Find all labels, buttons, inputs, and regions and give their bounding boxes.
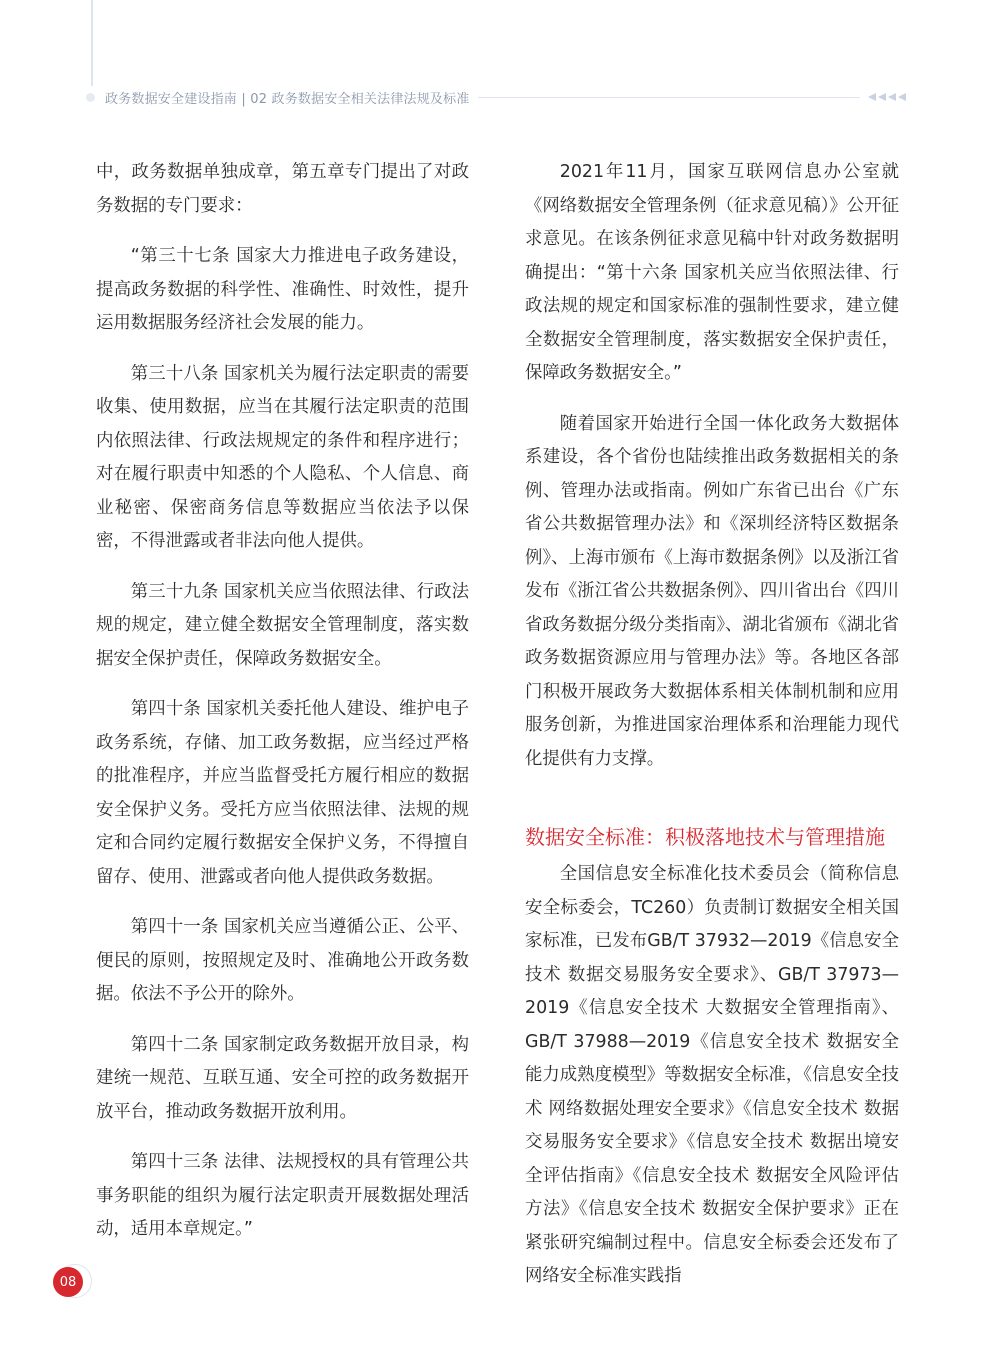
right-paragraph-1: 2021年11月，国家互联网信息办公室就《网络数据安全管理条例（征求意见稿）》公开征求意见。在该条例征求意见稿中针对政务数据明确提出：“第十六条 国家机关应当依照法律、行政法规的规定和国家标准的强制性要求，建立健全数据安全管理制度，落实数据安全保护责任，保障政务数据安全。” bbox=[525, 162, 899, 383]
page-number-badge: 08 bbox=[53, 1267, 83, 1297]
header-rule bbox=[478, 97, 860, 98]
left-paragraph-8: 第四十三条 法律、法规授权的具有管理公共事务职能的组织为履行法定职责开展数据处理活动，适用本章规定。” bbox=[96, 1152, 469, 1239]
header-arrows-icon bbox=[868, 93, 906, 101]
left-paragraph-1: 中，政务数据单独成章，第五章专门提出了对政务数据的专门要求： bbox=[96, 162, 469, 216]
right-section-paragraph: 全国信息安全标准化技术委员会（简称信息安全标委会，TC260）负责制订数据安全相关国家标准，已发布GB/T 37932—2019《信息安全技术 数据交易服务安全要求》、GB/T 37973—2019《信息安全技术 大数据安全管理指南》、GB/T 37988—2019《信息安全技术 数据安全能力成熟度模型》等数据安全标准，《信息安全技术 网络数据处理安全要求》《信息安全技术 数据交易服务安全要求》《信息安全技术 数据出境安全评估指南》《信息安全技术 数据安全风险评估方法》《信息安全技术 数据安全保护要求》正在紧张研究编制过程中。信息安全标委会还发布了网络安全标准实践指 bbox=[525, 864, 899, 1286]
section-title: 数据安全标准：积极落地技术与管理措施 bbox=[525, 825, 885, 849]
left-paragraph-3: 第三十八条 国家机关为履行法定职责的需要收集、使用数据，应当在其履行法定职责的范围内依照法律、行政法规规定的条件和程序进行；对在履行职责中知悉的个人隐私、个人信息、商业秘密、保密商务信息等数据应当依法予以保密，不得泄露或者非法向他人提供。 bbox=[96, 363, 469, 551]
left-paragraph-7: 第四十二条 国家制定政务数据开放目录，构建统一规范、互联互通、安全可控的政务数据开放平台，推动政务数据开放利用。 bbox=[96, 1034, 469, 1122]
left-paragraph-2: “第三十七条 国家大力推进电子政务建设，提高政务数据的科学性、准确性、时效性，提升运用数据服务经济社会发展的能力。 bbox=[96, 246, 469, 333]
left-paragraph-5: 第四十条 国家机关委托他人建设、维护电子政务系统，存储、加工政务数据，应当经过严格的批准程序，并应当监督受托方履行相应的数据安全保护义务。受托方应当依照法律、法规的规定和合同约定履行数据安全保护义务，不得擅自留存、使用、泄露或者向他人提供政务数据。 bbox=[96, 699, 469, 887]
left-paragraph-4: 第三十九条 国家机关应当依照法律、行政法规的规定，建立健全数据安全管理制度，落实数据安全保护责任，保障政务数据安全。 bbox=[96, 581, 469, 669]
running-header bbox=[86, 84, 906, 110]
header-title: 政务数据安全建设指南 | 02 政务数据安全相关法律法规及标准 bbox=[105, 91, 470, 107]
right-column bbox=[525, 156, 899, 1311]
left-column bbox=[96, 156, 469, 1264]
header-vertical-line bbox=[91, 0, 93, 86]
left-paragraph-6: 第四十一条 国家机关应当遵循公正、公平、便民的原则，按照规定及时、准确地公开政务数据。依法不予公开的除外。 bbox=[96, 917, 469, 1004]
header-dot bbox=[86, 93, 95, 102]
right-paragraph-2: 随着国家开始进行全国一体化政务大数据体系建设，各个省份也陆续推出政务数据相关的条例、管理办法或指南。例如广东省已出台《广东省公共数据管理办法》和《深圳经济特区数据条例》、上海市颁布《上海市数据条例》以及浙江省发布《浙江省公共数据条例》、四川省出台《四川省政务数据分级分类指南》、湖北省颁布《湖北省政务数据资源应用与管理办法》等。各地区各部门积极开展政务大数据体系相关体制机制和应用服务创新，为推进国家治理体系和治理能力现代化提供有力支撑。 bbox=[525, 413, 899, 769]
